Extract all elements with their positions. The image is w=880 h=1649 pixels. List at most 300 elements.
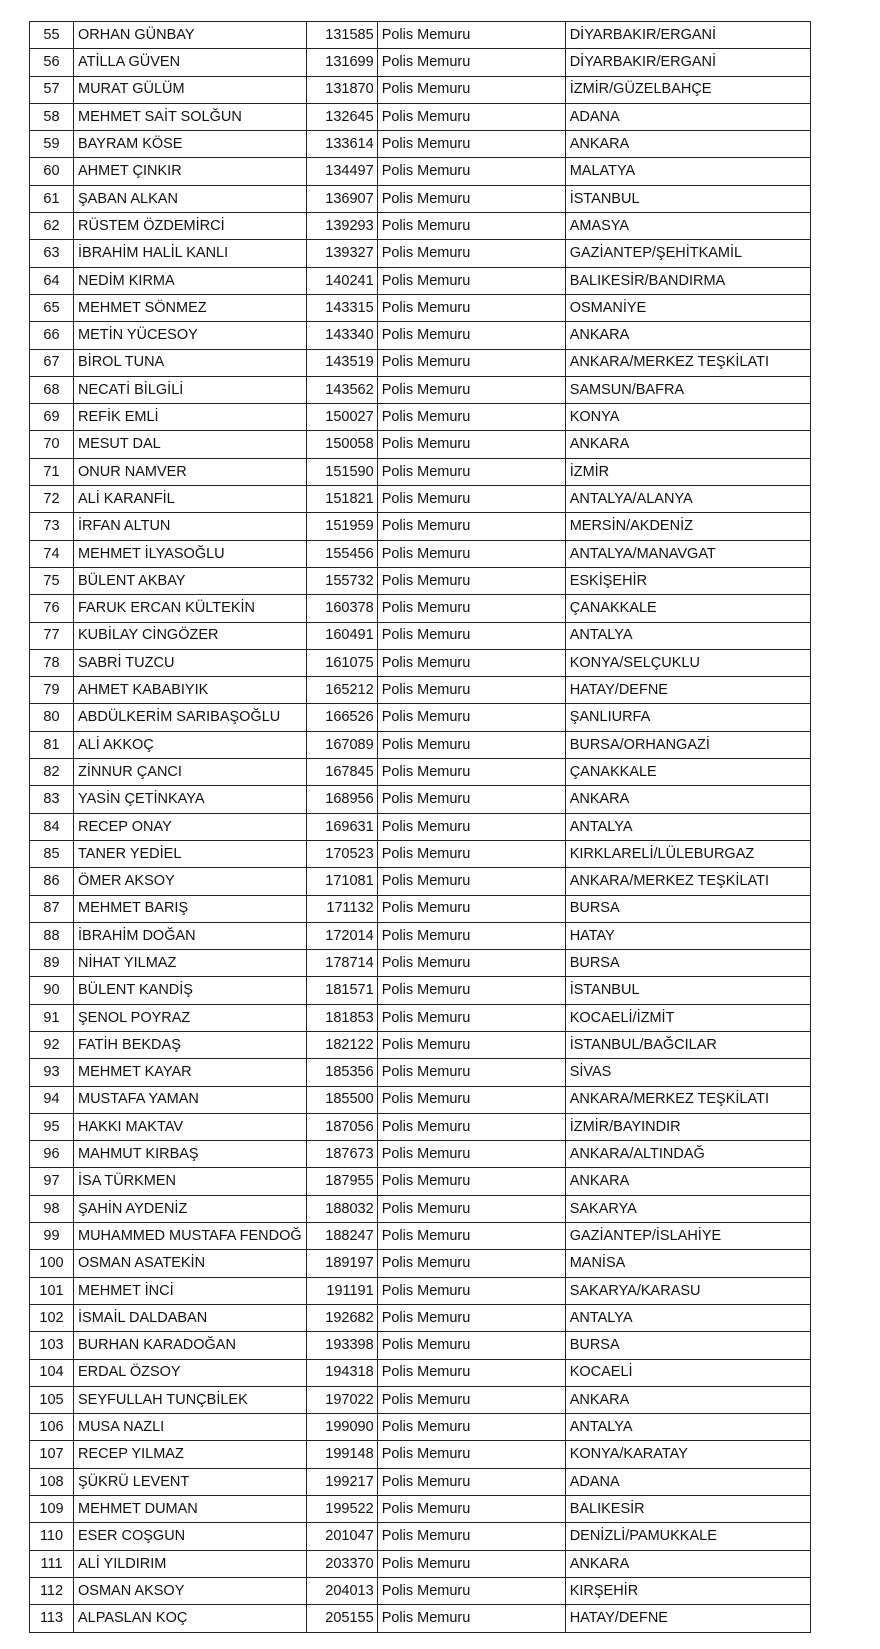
row-number-cell: 60 xyxy=(30,158,74,185)
registry-number-cell: 187673 xyxy=(306,1141,377,1168)
rank-cell: Polis Memuru xyxy=(377,1441,565,1468)
location-cell: İZMİR/GÜZELBAHÇE xyxy=(565,76,810,103)
rank-cell: Polis Memuru xyxy=(377,240,565,267)
row-number-cell: 59 xyxy=(30,131,74,158)
registry-number-cell: 201047 xyxy=(306,1523,377,1550)
table-row xyxy=(30,49,811,76)
name-cell: OSMAN AKSOY xyxy=(74,1577,307,1604)
rank-cell: Polis Memuru xyxy=(377,1332,565,1359)
table-row xyxy=(30,267,811,294)
registry-number-cell: 143340 xyxy=(306,322,377,349)
name-cell: MAHMUT KIRBAŞ xyxy=(74,1141,307,1168)
table-row xyxy=(30,1386,811,1413)
registry-number-cell: 167089 xyxy=(306,731,377,758)
registry-number-cell: 155732 xyxy=(306,567,377,594)
registry-number-cell: 171081 xyxy=(306,868,377,895)
rank-cell: Polis Memuru xyxy=(377,1550,565,1577)
row-number-cell: 87 xyxy=(30,895,74,922)
rank-cell: Polis Memuru xyxy=(377,595,565,622)
row-number-cell: 94 xyxy=(30,1086,74,1113)
location-cell: BURSA/ORHANGAZİ xyxy=(565,731,810,758)
row-number-cell: 66 xyxy=(30,322,74,349)
row-number-cell: 92 xyxy=(30,1031,74,1058)
row-number-cell: 102 xyxy=(30,1304,74,1331)
name-cell: İSMAİL DALDABAN xyxy=(74,1304,307,1331)
rank-cell: Polis Memuru xyxy=(377,1059,565,1086)
location-cell: ANTALYA xyxy=(565,813,810,840)
row-number-cell: 57 xyxy=(30,76,74,103)
registry-number-cell: 172014 xyxy=(306,922,377,949)
registry-number-cell: 192682 xyxy=(306,1304,377,1331)
location-cell: BALIKESİR/BANDIRMA xyxy=(565,267,810,294)
table-row xyxy=(30,322,811,349)
row-number-cell: 103 xyxy=(30,1332,74,1359)
location-cell: HATAY/DEFNE xyxy=(565,677,810,704)
location-cell: ADANA xyxy=(565,1468,810,1495)
name-cell: MEHMET KAYAR xyxy=(74,1059,307,1086)
row-number-cell: 95 xyxy=(30,1113,74,1140)
registry-number-cell: 194318 xyxy=(306,1359,377,1386)
location-cell: ANKARA xyxy=(565,1168,810,1195)
name-cell: MUSTAFA YAMAN xyxy=(74,1086,307,1113)
location-cell: ANKARA xyxy=(565,131,810,158)
registry-number-cell: 140241 xyxy=(306,267,377,294)
name-cell: ERDAL ÖZSOY xyxy=(74,1359,307,1386)
registry-number-cell: 136907 xyxy=(306,185,377,212)
rank-cell: Polis Memuru xyxy=(377,431,565,458)
table-row xyxy=(30,1223,811,1250)
registry-number-cell: 143315 xyxy=(306,294,377,321)
row-number-cell: 96 xyxy=(30,1141,74,1168)
table-row xyxy=(30,486,811,513)
row-number-cell: 89 xyxy=(30,950,74,977)
rank-cell: Polis Memuru xyxy=(377,1359,565,1386)
rank-cell: Polis Memuru xyxy=(377,294,565,321)
table-row xyxy=(30,1577,811,1604)
table-row xyxy=(30,1468,811,1495)
table-row xyxy=(30,649,811,676)
row-number-cell: 81 xyxy=(30,731,74,758)
table-row xyxy=(30,1277,811,1304)
registry-number-cell: 160491 xyxy=(306,622,377,649)
table-row xyxy=(30,731,811,758)
location-cell: DİYARBAKIR/ERGANİ xyxy=(565,49,810,76)
rank-cell: Polis Memuru xyxy=(377,977,565,1004)
location-cell: ÇANAKKALE xyxy=(565,759,810,786)
row-number-cell: 107 xyxy=(30,1441,74,1468)
table-row xyxy=(30,213,811,240)
table-row xyxy=(30,131,811,158)
location-cell: BURSA xyxy=(565,1332,810,1359)
location-cell: İSTANBUL/BAĞCILAR xyxy=(565,1031,810,1058)
registry-number-cell: 168956 xyxy=(306,786,377,813)
row-number-cell: 74 xyxy=(30,540,74,567)
rank-cell: Polis Memuru xyxy=(377,950,565,977)
row-number-cell: 99 xyxy=(30,1223,74,1250)
name-cell: BİROL TUNA xyxy=(74,349,307,376)
table-row xyxy=(30,813,811,840)
name-cell: NİHAT YILMAZ xyxy=(74,950,307,977)
location-cell: ANKARA xyxy=(565,1550,810,1577)
registry-number-cell: 181571 xyxy=(306,977,377,1004)
rank-cell: Polis Memuru xyxy=(377,404,565,431)
registry-number-cell: 151590 xyxy=(306,458,377,485)
registry-number-cell: 178714 xyxy=(306,950,377,977)
rank-cell: Polis Memuru xyxy=(377,1277,565,1304)
rank-cell: Polis Memuru xyxy=(377,486,565,513)
location-cell: SAKARYA xyxy=(565,1195,810,1222)
row-number-cell: 83 xyxy=(30,786,74,813)
rank-cell: Polis Memuru xyxy=(377,1386,565,1413)
table-row xyxy=(30,1113,811,1140)
row-number-cell: 106 xyxy=(30,1414,74,1441)
registry-number-cell: 188032 xyxy=(306,1195,377,1222)
location-cell: ADANA xyxy=(565,103,810,130)
table-row xyxy=(30,22,811,49)
location-cell: ANTALYA/ALANYA xyxy=(565,486,810,513)
table-row xyxy=(30,1059,811,1086)
registry-number-cell: 171132 xyxy=(306,895,377,922)
name-cell: AHMET ÇINKIR xyxy=(74,158,307,185)
registry-number-cell: 185356 xyxy=(306,1059,377,1086)
name-cell: BURHAN KARADOĞAN xyxy=(74,1332,307,1359)
rank-cell: Polis Memuru xyxy=(377,1004,565,1031)
row-number-cell: 79 xyxy=(30,677,74,704)
name-cell: SABRİ TUZCU xyxy=(74,649,307,676)
location-cell: KONYA xyxy=(565,404,810,431)
name-cell: MEHMET BARIŞ xyxy=(74,895,307,922)
table-body xyxy=(30,22,811,1633)
table-row xyxy=(30,1195,811,1222)
name-cell: YASİN ÇETİNKAYA xyxy=(74,786,307,813)
row-number-cell: 97 xyxy=(30,1168,74,1195)
name-cell: SEYFULLAH TUNÇBİLEK xyxy=(74,1386,307,1413)
registry-number-cell: 143562 xyxy=(306,376,377,403)
rank-cell: Polis Memuru xyxy=(377,840,565,867)
rank-cell: Polis Memuru xyxy=(377,513,565,540)
location-cell: ANTALYA/MANAVGAT xyxy=(565,540,810,567)
table-row xyxy=(30,103,811,130)
location-cell: ÇANAKKALE xyxy=(565,595,810,622)
name-cell: NECATİ BİLGİLİ xyxy=(74,376,307,403)
row-number-cell: 88 xyxy=(30,922,74,949)
table-row xyxy=(30,950,811,977)
name-cell: MEHMET SAİT SOLĞUN xyxy=(74,103,307,130)
row-number-cell: 73 xyxy=(30,513,74,540)
row-number-cell: 112 xyxy=(30,1577,74,1604)
name-cell: ŞAHİN AYDENİZ xyxy=(74,1195,307,1222)
rank-cell: Polis Memuru xyxy=(377,349,565,376)
location-cell: İZMİR/BAYINDIR xyxy=(565,1113,810,1140)
table-row xyxy=(30,704,811,731)
name-cell: ALİ AKKOÇ xyxy=(74,731,307,758)
registry-number-cell: 185500 xyxy=(306,1086,377,1113)
registry-number-cell: 187056 xyxy=(306,1113,377,1140)
name-cell: ZİNNUR ÇANCI xyxy=(74,759,307,786)
table-row xyxy=(30,895,811,922)
location-cell: BALIKESİR xyxy=(565,1496,810,1523)
registry-number-cell: 199148 xyxy=(306,1441,377,1468)
name-cell: MESUT DAL xyxy=(74,431,307,458)
name-cell: METİN YÜCESOY xyxy=(74,322,307,349)
name-cell: FATİH BEKDAŞ xyxy=(74,1031,307,1058)
row-number-cell: 80 xyxy=(30,704,74,731)
row-number-cell: 56 xyxy=(30,49,74,76)
name-cell: NEDİM KIRMA xyxy=(74,267,307,294)
table-row xyxy=(30,185,811,212)
registry-number-cell: 203370 xyxy=(306,1550,377,1577)
table-row xyxy=(30,786,811,813)
rank-cell: Polis Memuru xyxy=(377,704,565,731)
row-number-cell: 77 xyxy=(30,622,74,649)
table-row xyxy=(30,458,811,485)
rank-cell: Polis Memuru xyxy=(377,1468,565,1495)
name-cell: MEHMET SÖNMEZ xyxy=(74,294,307,321)
row-number-cell: 63 xyxy=(30,240,74,267)
location-cell: İSTANBUL xyxy=(565,977,810,1004)
rank-cell: Polis Memuru xyxy=(377,1250,565,1277)
table-row xyxy=(30,76,811,103)
registry-number-cell: 197022 xyxy=(306,1386,377,1413)
rank-cell: Polis Memuru xyxy=(377,185,565,212)
rank-cell: Polis Memuru xyxy=(377,1141,565,1168)
location-cell: MERSİN/AKDENİZ xyxy=(565,513,810,540)
location-cell: ANKARA xyxy=(565,431,810,458)
row-number-cell: 64 xyxy=(30,267,74,294)
rank-cell: Polis Memuru xyxy=(377,267,565,294)
rank-cell: Polis Memuru xyxy=(377,567,565,594)
registry-number-cell: 150058 xyxy=(306,431,377,458)
row-number-cell: 69 xyxy=(30,404,74,431)
name-cell: BÜLENT AKBAY xyxy=(74,567,307,594)
location-cell: SAKARYA/KARASU xyxy=(565,1277,810,1304)
table-row xyxy=(30,1250,811,1277)
location-cell: GAZİANTEP/İSLAHİYE xyxy=(565,1223,810,1250)
location-cell: GAZİANTEP/ŞEHİTKAMİL xyxy=(565,240,810,267)
location-cell: OSMANİYE xyxy=(565,294,810,321)
rank-cell: Polis Memuru xyxy=(377,322,565,349)
row-number-cell: 70 xyxy=(30,431,74,458)
row-number-cell: 65 xyxy=(30,294,74,321)
rank-cell: Polis Memuru xyxy=(377,1223,565,1250)
location-cell: KOCAELİ/İZMİT xyxy=(565,1004,810,1031)
table-row xyxy=(30,1168,811,1195)
row-number-cell: 82 xyxy=(30,759,74,786)
location-cell: ESKİŞEHİR xyxy=(565,567,810,594)
table-row xyxy=(30,404,811,431)
rank-cell: Polis Memuru xyxy=(377,1195,565,1222)
table-row xyxy=(30,349,811,376)
location-cell: KIRŞEHİR xyxy=(565,1577,810,1604)
rank-cell: Polis Memuru xyxy=(377,1496,565,1523)
table-row xyxy=(30,158,811,185)
registry-number-cell: 133614 xyxy=(306,131,377,158)
row-number-cell: 58 xyxy=(30,103,74,130)
name-cell: MEHMET İLYASOĞLU xyxy=(74,540,307,567)
rank-cell: Polis Memuru xyxy=(377,49,565,76)
name-cell: ATİLLA GÜVEN xyxy=(74,49,307,76)
row-number-cell: 84 xyxy=(30,813,74,840)
rank-cell: Polis Memuru xyxy=(377,103,565,130)
location-cell: KIRKLARELİ/LÜLEBURGAZ xyxy=(565,840,810,867)
registry-number-cell: 132645 xyxy=(306,103,377,130)
location-cell: BURSA xyxy=(565,950,810,977)
location-cell: KONYA/KARATAY xyxy=(565,1441,810,1468)
rank-cell: Polis Memuru xyxy=(377,786,565,813)
row-number-cell: 68 xyxy=(30,376,74,403)
registry-number-cell: 150027 xyxy=(306,404,377,431)
table-row xyxy=(30,1332,811,1359)
location-cell: ANTALYA xyxy=(565,1414,810,1441)
row-number-cell: 86 xyxy=(30,868,74,895)
registry-number-cell: 139293 xyxy=(306,213,377,240)
location-cell: ANKARA xyxy=(565,1386,810,1413)
table-row xyxy=(30,868,811,895)
registry-number-cell: 188247 xyxy=(306,1223,377,1250)
row-number-cell: 109 xyxy=(30,1496,74,1523)
rank-cell: Polis Memuru xyxy=(377,1031,565,1058)
row-number-cell: 61 xyxy=(30,185,74,212)
rank-cell: Polis Memuru xyxy=(377,458,565,485)
name-cell: BÜLENT KANDİŞ xyxy=(74,977,307,1004)
row-number-cell: 110 xyxy=(30,1523,74,1550)
registry-number-cell: 169631 xyxy=(306,813,377,840)
name-cell: ALİ YILDIRIM xyxy=(74,1550,307,1577)
name-cell: MURAT GÜLÜM xyxy=(74,76,307,103)
table-row xyxy=(30,840,811,867)
name-cell: ORHAN GÜNBAY xyxy=(74,22,307,49)
registry-number-cell: 204013 xyxy=(306,1577,377,1604)
table-row xyxy=(30,677,811,704)
location-cell: KOCAELİ xyxy=(565,1359,810,1386)
table-row xyxy=(30,759,811,786)
name-cell: FARUK ERCAN KÜLTEKİN xyxy=(74,595,307,622)
row-number-cell: 113 xyxy=(30,1605,74,1632)
rank-cell: Polis Memuru xyxy=(377,622,565,649)
location-cell: MANİSA xyxy=(565,1250,810,1277)
name-cell: HAKKI MAKTAV xyxy=(74,1113,307,1140)
name-cell: İSA TÜRKMEN xyxy=(74,1168,307,1195)
table-row xyxy=(30,1414,811,1441)
personnel-table xyxy=(29,21,811,1633)
name-cell: TANER YEDİEL xyxy=(74,840,307,867)
rank-cell: Polis Memuru xyxy=(377,22,565,49)
rank-cell: Polis Memuru xyxy=(377,213,565,240)
row-number-cell: 98 xyxy=(30,1195,74,1222)
table-row xyxy=(30,1086,811,1113)
location-cell: ANKARA/ALTINDAĞ xyxy=(565,1141,810,1168)
registry-number-cell: 191191 xyxy=(306,1277,377,1304)
registry-number-cell: 166526 xyxy=(306,704,377,731)
location-cell: KONYA/SELÇUKLU xyxy=(565,649,810,676)
location-cell: ŞANLIURFA xyxy=(565,704,810,731)
row-number-cell: 101 xyxy=(30,1277,74,1304)
registry-number-cell: 151959 xyxy=(306,513,377,540)
registry-number-cell: 182122 xyxy=(306,1031,377,1058)
name-cell: OSMAN ASATEKİN xyxy=(74,1250,307,1277)
registry-number-cell: 199090 xyxy=(306,1414,377,1441)
table-row xyxy=(30,1496,811,1523)
table-row xyxy=(30,1523,811,1550)
row-number-cell: 78 xyxy=(30,649,74,676)
registry-number-cell: 170523 xyxy=(306,840,377,867)
table-row xyxy=(30,977,811,1004)
registry-number-cell: 161075 xyxy=(306,649,377,676)
name-cell: ONUR NAMVER xyxy=(74,458,307,485)
rank-cell: Polis Memuru xyxy=(377,1414,565,1441)
registry-number-cell: 143519 xyxy=(306,349,377,376)
row-number-cell: 90 xyxy=(30,977,74,1004)
location-cell: ANKARA/MERKEZ TEŞKİLATI xyxy=(565,1086,810,1113)
registry-number-cell: 205155 xyxy=(306,1605,377,1632)
location-cell: HATAY/DEFNE xyxy=(565,1605,810,1632)
row-number-cell: 67 xyxy=(30,349,74,376)
table-row xyxy=(30,1031,811,1058)
registry-number-cell: 189197 xyxy=(306,1250,377,1277)
table-row xyxy=(30,622,811,649)
rank-cell: Polis Memuru xyxy=(377,759,565,786)
registry-number-cell: 160378 xyxy=(306,595,377,622)
location-cell: ANKARA/MERKEZ TEŞKİLATI xyxy=(565,868,810,895)
location-cell: HATAY xyxy=(565,922,810,949)
location-cell: ANTALYA xyxy=(565,622,810,649)
rank-cell: Polis Memuru xyxy=(377,1605,565,1632)
registry-number-cell: 155456 xyxy=(306,540,377,567)
location-cell: ANTALYA xyxy=(565,1304,810,1331)
rank-cell: Polis Memuru xyxy=(377,1304,565,1331)
rank-cell: Polis Memuru xyxy=(377,1168,565,1195)
registry-number-cell: 134497 xyxy=(306,158,377,185)
table-row xyxy=(30,1141,811,1168)
row-number-cell: 91 xyxy=(30,1004,74,1031)
table-row xyxy=(30,1605,811,1632)
name-cell: ALPASLAN KOÇ xyxy=(74,1605,307,1632)
rank-cell: Polis Memuru xyxy=(377,76,565,103)
registry-number-cell: 131870 xyxy=(306,76,377,103)
row-number-cell: 55 xyxy=(30,22,74,49)
rank-cell: Polis Memuru xyxy=(377,1113,565,1140)
registry-number-cell: 193398 xyxy=(306,1332,377,1359)
location-cell: MALATYA xyxy=(565,158,810,185)
row-number-cell: 71 xyxy=(30,458,74,485)
name-cell: KUBİLAY CİNGÖZER xyxy=(74,622,307,649)
location-cell: ANKARA/MERKEZ TEŞKİLATI xyxy=(565,349,810,376)
table-row xyxy=(30,540,811,567)
name-cell: REFİK EMLİ xyxy=(74,404,307,431)
name-cell: RÜSTEM ÖZDEMİRCİ xyxy=(74,213,307,240)
registry-number-cell: 181853 xyxy=(306,1004,377,1031)
rank-cell: Polis Memuru xyxy=(377,895,565,922)
location-cell: İZMİR xyxy=(565,458,810,485)
rank-cell: Polis Memuru xyxy=(377,376,565,403)
name-cell: ALİ KARANFİL xyxy=(74,486,307,513)
location-cell: BURSA xyxy=(565,895,810,922)
table-row xyxy=(30,1359,811,1386)
location-cell: DENİZLİ/PAMUKKALE xyxy=(565,1523,810,1550)
name-cell: ABDÜLKERİM SARIBAŞOĞLU xyxy=(74,704,307,731)
rank-cell: Polis Memuru xyxy=(377,649,565,676)
location-cell: İSTANBUL xyxy=(565,185,810,212)
name-cell: AHMET KABABIYIK xyxy=(74,677,307,704)
name-cell: MEHMET DUMAN xyxy=(74,1496,307,1523)
rank-cell: Polis Memuru xyxy=(377,868,565,895)
table-row xyxy=(30,1441,811,1468)
table-row xyxy=(30,1550,811,1577)
table-row xyxy=(30,1004,811,1031)
row-number-cell: 75 xyxy=(30,567,74,594)
row-number-cell: 111 xyxy=(30,1550,74,1577)
rank-cell: Polis Memuru xyxy=(377,1086,565,1113)
